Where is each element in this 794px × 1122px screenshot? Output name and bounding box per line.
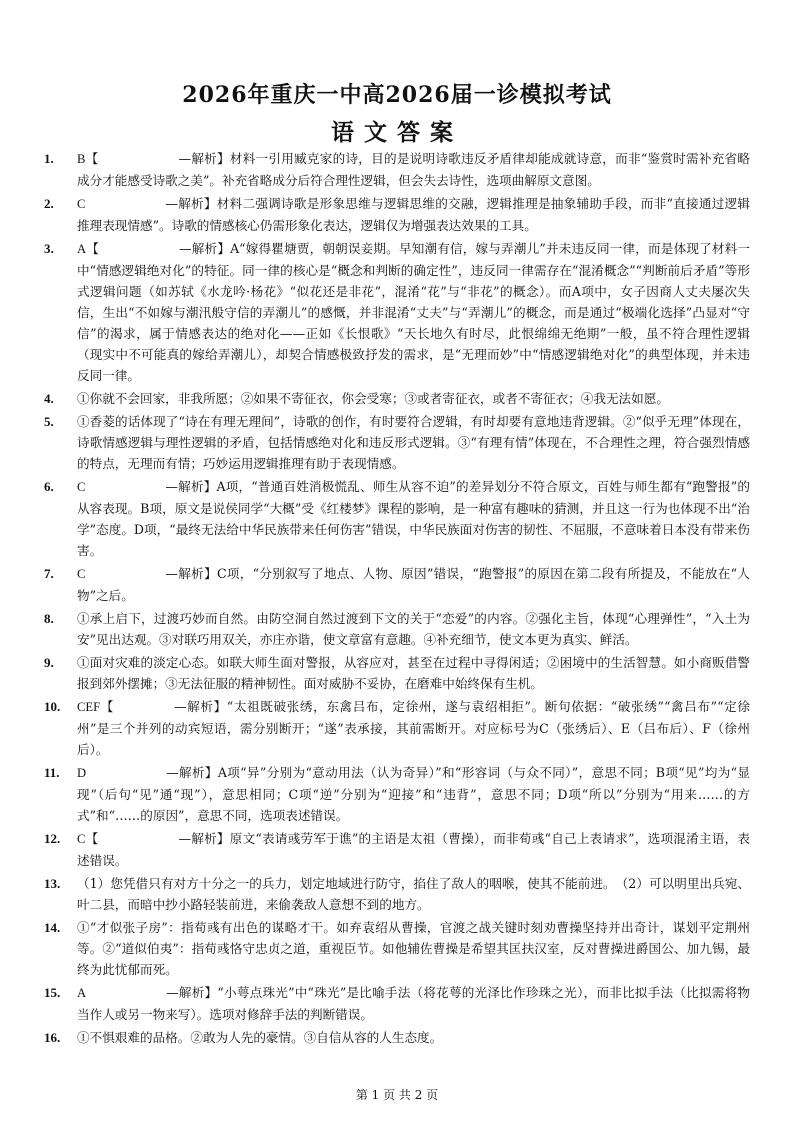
question-number: 13. bbox=[44, 876, 61, 891]
answer-body bbox=[77, 917, 750, 980]
answer-item bbox=[44, 148, 750, 191]
answer-item bbox=[44, 238, 750, 386]
answer-item bbox=[44, 762, 750, 826]
question-number: 10. bbox=[44, 699, 61, 714]
answer-choice: C【 bbox=[77, 832, 99, 846]
answer-item bbox=[44, 411, 750, 474]
answer-body bbox=[77, 148, 750, 191]
question-number: 3. bbox=[44, 241, 54, 256]
explanation-text: ①你就不会回家，非我所愿；②如果不寄征衣，你会受寒；③或者寄征衣，或者不寄征衣；④我无法如愿。 bbox=[77, 391, 669, 406]
answer-body bbox=[77, 193, 750, 236]
question-number: 4. bbox=[44, 391, 54, 406]
question-number: 15. bbox=[44, 985, 61, 1000]
explanation-text: ①承上启下，过渡巧妙而自然。由防空洞自然过渡到下文的关于“恋爱”的内容。②强化主旨，体现“心理弹性”，“入土为安”见出达观。③对联巧用双关，亦庄亦谐，使文章富有意趣。④补充细节，使文本更为真实、鲜活。 bbox=[77, 611, 750, 647]
explanation-text: —解析】C项，“分别叙写了地点、人物、原因”错误，“跑警报”的原因在第二段有所提及，不能放在“人物”之后。 bbox=[77, 566, 750, 603]
answer-choice: C bbox=[77, 567, 86, 581]
answer-choice: CEF【 bbox=[77, 700, 114, 714]
answer-item bbox=[44, 608, 750, 650]
answer-choice: C bbox=[77, 480, 86, 494]
question-number: 14. bbox=[44, 920, 61, 935]
answer-body bbox=[77, 982, 750, 1025]
question-number: 6. bbox=[44, 479, 54, 494]
question-number: 12. bbox=[44, 831, 61, 846]
answer-choice: A【 bbox=[77, 242, 100, 256]
answer-item bbox=[44, 476, 750, 561]
answer-list bbox=[44, 148, 750, 1050]
answer-body bbox=[77, 762, 750, 826]
explanation-text: —解析】原文“表请彧劳军于谯”的主语是太祖（曹操），而非荀彧“自己上表请求”，选项混淆主语，表述错误。 bbox=[77, 831, 750, 868]
explanation-text: ①面对灾难的淡定心态。如联大师生面对警报，从容应对，甚至在过程中寻得闲适；②困境中的生活智慧。如小商贩借警报到郊外摆摊；③无法征服的精神韧性。面对威胁不妥协，在磨难中始终保有生机。 bbox=[77, 655, 750, 691]
explanation-text: —解析】A“嫁得瞿塘贾，朝朝误妾期。早知潮有信，嫁与弄潮儿”并未违反同一律，而是体现了材料一中“情感逻辑绝对化”的特征。同一律的核心是“概念和判断的确定性”，违反同一律需存在“混淆概念”“判断前后矛盾”等形式逻辑问题（如苏轼《水龙吟·杨花》“似花还是非花”，混淆“花”与“非花”的概念）。而A项中，女子因商人丈夫屡次失信，生出“不如嫁与潮汛般守信的弄潮儿”的感慨，并非混淆“丈夫”与“弄潮儿”的概念，而是通过“极端化选择”凸显对“守信”的渴求，属于情感表达的绝对化——正如《长恨歌》“天长地久有时尽，此恨绵绵无绝期”一般，虽不符合理性逻辑（现实中不可能真的嫁给弄潮儿），却契合情感极致抒发的需求，是“无理而妙”中“情感逻辑绝对化”的典型体现，并未违反同一律。 bbox=[77, 241, 750, 383]
answer-choice: A bbox=[77, 986, 87, 1000]
answer-body bbox=[77, 828, 750, 871]
answer-body bbox=[77, 873, 750, 915]
explanation-text: —解析】“太祖既破张绣，东禽吕布，定徐州，遂与袁绍相拒”。断句依据：“破张绣”“禽吕布”“定徐州”是三个并列的动宾短语，需分别断开；“遂”表承接，其前需断开。对应标号为C（张绣后）、E（吕布后）、F（徐州后）。 bbox=[77, 699, 750, 757]
explanation-text: ①不惧艰难的品格。②敢为人先的豪情。③自信从容的人生态度。 bbox=[77, 1030, 443, 1045]
page-footer: 第 1 页 共 2 页 bbox=[355, 1088, 439, 1102]
answer-body bbox=[77, 696, 750, 760]
question-number: 7. bbox=[44, 566, 54, 581]
explanation-text: —解析】材料一引用臧克家的诗，目的是说明诗歌违反矛盾律却能成就诗意，而非“鉴赏时需补充省略成分才能感受诗歌之美”。补充省略成分后符合理性逻辑，但会失去诗性，选项曲解原文意图。 bbox=[77, 151, 750, 188]
answer-choice: D bbox=[77, 766, 87, 780]
question-number: 5. bbox=[44, 414, 54, 429]
question-number: 11. bbox=[44, 765, 60, 780]
answer-item bbox=[44, 1027, 750, 1048]
answer-item bbox=[44, 696, 750, 760]
answer-item bbox=[44, 563, 750, 606]
explanation-text: （1）您凭借只有对方十分之一的兵力，划定地域进行防守，掐住了敌人的咽喉，使其不能前进。 （2）可以明里出兵宛、叶二县，而暗中抄小路轻装前进，来偷袭敌人意想不到的地方。 bbox=[77, 876, 750, 912]
answer-choice: B【 bbox=[77, 152, 99, 166]
answer-item bbox=[44, 828, 750, 871]
explanation-text: —解析】“小萼点珠光”中“珠光”是比喻手法（将花萼的光泽比作珍珠之光），而非比拟手法（比拟需将物当作人或另一物来写）。选项对修辞手法的判断错误。 bbox=[77, 985, 750, 1022]
answer-body bbox=[77, 476, 750, 561]
exam-title: 2026年重庆一中高2026届一诊模拟考试 bbox=[182, 82, 612, 108]
explanation-text: —解析】A项“异”分别为“意动用法（认为奇异）”和“形容词（与众不同）”，意思不同；B项“见”均为“显现”（后句“见”通“现”），意思相同；C项“逆”分别为“迎接”和“违背”，意思不同；D项“所以”分别为“用来……的方式”和“……的原因”，意思不同，选项表述错误。 bbox=[77, 765, 750, 823]
explanation-text: —解析】材料二强调诗歌是形象思维与逻辑思维的交融，逻辑推理是抽象辅助手段，而非“直接通过逻辑推理表现情感”。诗歌的情感核心仍需形象化表达，逻辑仅为增强表达效果的工具。 bbox=[77, 196, 750, 233]
question-number: 1. bbox=[44, 151, 54, 166]
answer-item bbox=[44, 652, 750, 694]
question-number: 9. bbox=[44, 655, 54, 670]
answer-key-subtitle: 语文答案 bbox=[331, 119, 463, 146]
answer-item bbox=[44, 873, 750, 915]
answer-choice: C bbox=[77, 197, 86, 211]
question-number: 8. bbox=[44, 611, 54, 626]
explanation-text: ①“才似张子房”：指荀彧有出色的谋略才干。如弃袁绍从曹操，官渡之战关键时刻劝曹操坚持并出奇计，谋划平定荆州等。②“道似伯夷”：指荀彧恪守忠贞之道，重视臣节。如他辅佐曹操是希望其匡扶汉室，反对曹操进爵国公、加九锡，最终为此忧郁而死。 bbox=[77, 920, 750, 977]
answer-body bbox=[77, 388, 750, 409]
explanation-text: —解析】A项，“普通百姓消极慌乱、师生从容不迫”的差异划分不符合原文，百姓与师生都有“跑警报”的从容表现。B项，原文是说侯同学“大概”受《红楼梦》课程的影响，是一种富有趣味的猜测，并且这一行为也体现不出“治学”态度。D项，“最终无法给中华民族带来任何伤害”错误，中华民族面对伤害的韧性、不屈服，不意味着日本没有带来伤害。 bbox=[77, 479, 750, 558]
answer-body bbox=[77, 411, 750, 474]
answer-body bbox=[77, 652, 750, 694]
answer-body bbox=[77, 1027, 750, 1048]
answer-item bbox=[44, 388, 750, 409]
explanation-text: ①香菱的话体现了“诗在有理无理间”，诗歌的创作，有时要符合逻辑，有时却要有意地违背逻辑。②“似乎无理”体现在，诗歌情感逻辑与理性逻辑的矛盾，包括情感绝对化和违反形式逻辑。③“有理有情”体现在，不合理性之理，符合强烈情感的特点，无理而有情；巧妙运用逻辑推理有助于表现情感。 bbox=[77, 414, 750, 471]
answer-body bbox=[77, 608, 750, 650]
answer-body bbox=[77, 563, 750, 606]
question-number: 16. bbox=[44, 1030, 61, 1045]
answer-item bbox=[44, 917, 750, 980]
question-number: 2. bbox=[44, 196, 54, 211]
answer-item bbox=[44, 193, 750, 236]
answer-body bbox=[77, 238, 750, 386]
answer-item bbox=[44, 982, 750, 1025]
